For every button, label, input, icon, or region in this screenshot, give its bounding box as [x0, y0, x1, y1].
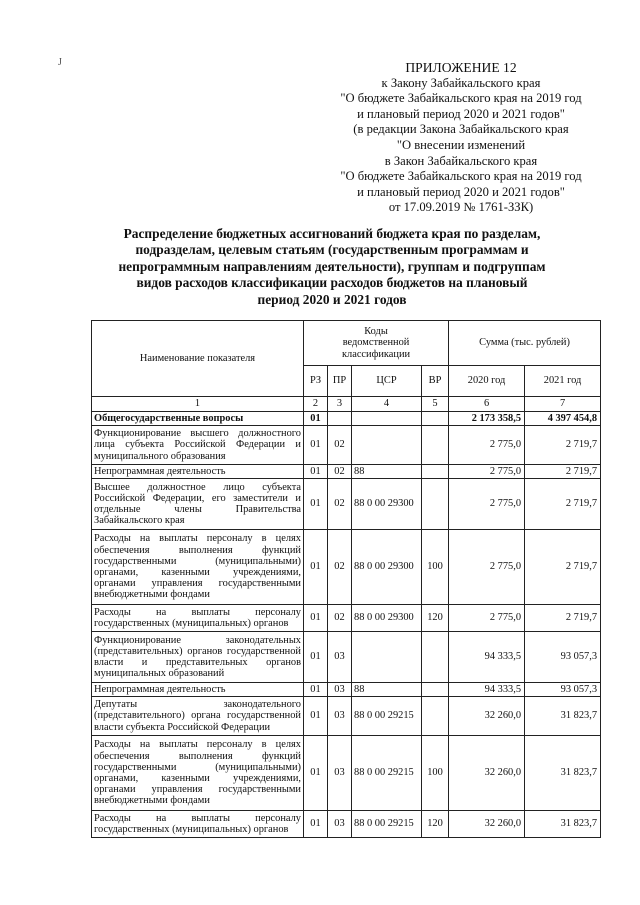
row-name: Непрограммная деятельность — [92, 683, 304, 697]
row-sum-2021: 31 823,7 — [525, 697, 601, 736]
row-name: Непрограммная деятельность — [92, 465, 304, 479]
row-vr — [422, 697, 449, 736]
appendix-line: "О бюджете Забайкальского края на 2019 год — [340, 91, 582, 106]
row-name: Расходы на выплаты персоналу государственных (муниципальных) органов — [92, 605, 304, 632]
header-csr: ЦСР — [352, 366, 422, 397]
row-csr — [352, 632, 422, 683]
row-sum-2021: 93 057,3 — [525, 632, 601, 683]
column-number: 6 — [449, 397, 525, 412]
row-sum-2020: 32 260,0 — [449, 697, 525, 736]
row-sum-2020: 32 260,0 — [449, 811, 525, 838]
row-csr: 88 — [352, 465, 422, 479]
row-name: Расходы на выплаты персоналу в целях обеспечения выполнения функций государственными (муниципальными) органами, казенными учреждениями, органами управления государственными внебюджетными фондами — [92, 530, 304, 605]
appendix-line: и плановый период 2020 и 2021 годов" — [357, 106, 565, 121]
row-rz: 01 — [304, 465, 328, 479]
row-rz: 01 — [304, 605, 328, 632]
header-codes: Коды ведомственной классификации — [304, 321, 449, 366]
row-rz: 01 — [304, 697, 328, 736]
row-rz: 01 — [304, 426, 328, 465]
row-vr — [422, 632, 449, 683]
row-csr: 88 0 00 29215 — [352, 697, 422, 736]
row-rz: 01 — [304, 683, 328, 697]
row-rz: 01 — [304, 811, 328, 838]
row-sum-2020: 2 775,0 — [449, 479, 525, 530]
row-rz: 01 — [304, 736, 328, 811]
table-row — [92, 412, 601, 426]
row-pr: 02 — [328, 479, 352, 530]
table-row — [92, 811, 601, 838]
row-sum-2021: 31 823,7 — [525, 736, 601, 811]
row-sum-2020: 2 775,0 — [449, 530, 525, 605]
row-vr — [422, 479, 449, 530]
row-csr: 88 0 00 29300 — [352, 530, 422, 605]
appendix-title: ПРИЛОЖЕНИЕ 12 — [405, 60, 517, 75]
row-pr: 03 — [328, 697, 352, 736]
row-vr — [422, 412, 449, 426]
row-sum-2021: 4 397 454,8 — [525, 412, 601, 426]
table-row — [92, 605, 601, 632]
page-mark: J — [58, 57, 62, 68]
column-number: 4 — [352, 397, 422, 412]
appendix-line: "О внесении изменений — [396, 137, 526, 152]
appendix-header — [300, 60, 622, 216]
table-row — [92, 479, 601, 530]
column-number: 2 — [304, 397, 328, 412]
appendix-line: в Закон Забайкальского края — [384, 153, 538, 168]
row-pr: 02 — [328, 530, 352, 605]
appendix-line: и плановый период 2020 и 2021 годов" — [357, 184, 565, 199]
header-name: Наименование показателя — [92, 321, 304, 397]
row-csr: 88 0 00 29215 — [352, 811, 422, 838]
row-pr: 02 — [328, 465, 352, 479]
row-vr: 120 — [422, 605, 449, 632]
row-csr: 88 — [352, 683, 422, 697]
row-pr: 03 — [328, 632, 352, 683]
row-name: Расходы на выплаты персоналу в целях обеспечения выполнения функций государственными (муниципальными) органами, казенными учреждениями, органами управления государственными внебюджетными фондами — [92, 736, 304, 811]
row-vr — [422, 683, 449, 697]
row-vr: 100 — [422, 736, 449, 811]
row-sum-2020: 94 333,5 — [449, 683, 525, 697]
row-name: Функционирование высшего должностного лица субъекта Российской Федерации и муниципального образования — [92, 426, 304, 465]
column-number: 1 — [92, 397, 304, 412]
title-line: период 2020 и 2021 годов — [257, 291, 407, 307]
column-number: 7 — [525, 397, 601, 412]
document-title — [96, 226, 568, 308]
row-sum-2020: 94 333,5 — [449, 632, 525, 683]
row-csr: 88 0 00 29300 — [352, 605, 422, 632]
table-body — [92, 412, 601, 838]
table-row — [92, 697, 601, 736]
row-name: Расходы на выплаты персоналу государственных (муниципальных) органов — [92, 811, 304, 838]
row-csr: 88 0 00 29300 — [352, 479, 422, 530]
row-rz: 01 — [304, 412, 328, 426]
appendix-line: к Закону Забайкальского края — [381, 75, 541, 90]
row-name: Высшее должностное лицо субъекта Российской Федерации, его заместители и отдельные члены Правительства Забайкальского края — [92, 479, 304, 530]
appendix-line: от 17.09.2019 № 1761-ЗЗК) — [388, 200, 534, 215]
row-vr — [422, 426, 449, 465]
header-vr: ВР — [422, 366, 449, 397]
row-sum-2021: 2 719,7 — [525, 479, 601, 530]
column-number: 3 — [328, 397, 352, 412]
row-csr: 88 0 00 29215 — [352, 736, 422, 811]
row-rz: 01 — [304, 632, 328, 683]
row-pr: 03 — [328, 811, 352, 838]
row-sum-2021: 2 719,7 — [525, 530, 601, 605]
header-rz: РЗ — [304, 366, 328, 397]
row-csr — [352, 426, 422, 465]
row-pr: 03 — [328, 683, 352, 697]
table-row — [92, 530, 601, 605]
header-pr: ПР — [328, 366, 352, 397]
header-2021: 2021 год — [525, 366, 601, 397]
row-name: Депутаты законодательного (представительного) органа государственной власти субъекта Российской Федерации — [92, 697, 304, 736]
column-numbers-row — [92, 397, 601, 412]
row-pr: 02 — [328, 605, 352, 632]
row-name: Функционирование законодательных (представительных) органов государственной власти и представительных органов муниципальных образований — [92, 632, 304, 683]
row-sum-2021: 2 719,7 — [525, 465, 601, 479]
header-sum: Сумма (тыс. рублей) — [449, 321, 601, 366]
row-rz: 01 — [304, 530, 328, 605]
row-sum-2021: 2 719,7 — [525, 605, 601, 632]
row-pr: 03 — [328, 736, 352, 811]
title-line: подразделам, целевым статьям (государственным программам и — [135, 242, 529, 258]
row-sum-2021: 93 057,3 — [525, 683, 601, 697]
row-vr — [422, 465, 449, 479]
row-pr: 02 — [328, 426, 352, 465]
row-sum-2021: 2 719,7 — [525, 426, 601, 465]
row-pr — [328, 412, 352, 426]
table-row — [92, 426, 601, 465]
row-rz: 01 — [304, 479, 328, 530]
row-name: Общегосударственные вопросы — [92, 412, 304, 426]
header-2020: 2020 год — [449, 366, 525, 397]
row-sum-2020: 2 775,0 — [449, 426, 525, 465]
row-csr — [352, 412, 422, 426]
row-sum-2020: 2 173 358,5 — [449, 412, 525, 426]
row-vr: 120 — [422, 811, 449, 838]
row-sum-2020: 2 775,0 — [449, 465, 525, 479]
table-row — [92, 465, 601, 479]
table-row — [92, 736, 601, 811]
appendix-line: "О бюджете Забайкальского края на 2019 год — [340, 169, 582, 184]
row-sum-2020: 2 775,0 — [449, 605, 525, 632]
budget-table — [91, 320, 601, 838]
title-line: непрограммным направлениям деятельности), группам и подгруппам — [118, 258, 546, 274]
appendix-line: (в редакции Закона Забайкальского края — [353, 122, 569, 137]
title-line: Распределение бюджетных ассигнований бюджета края по разделам, — [123, 226, 541, 241]
row-sum-2020: 32 260,0 — [449, 736, 525, 811]
column-number: 5 — [422, 397, 449, 412]
table-row — [92, 632, 601, 683]
title-line: видов расходов классификации расходов бюджетов на плановый — [136, 275, 528, 291]
row-sum-2021: 31 823,7 — [525, 811, 601, 838]
table-row — [92, 683, 601, 697]
row-vr: 100 — [422, 530, 449, 605]
